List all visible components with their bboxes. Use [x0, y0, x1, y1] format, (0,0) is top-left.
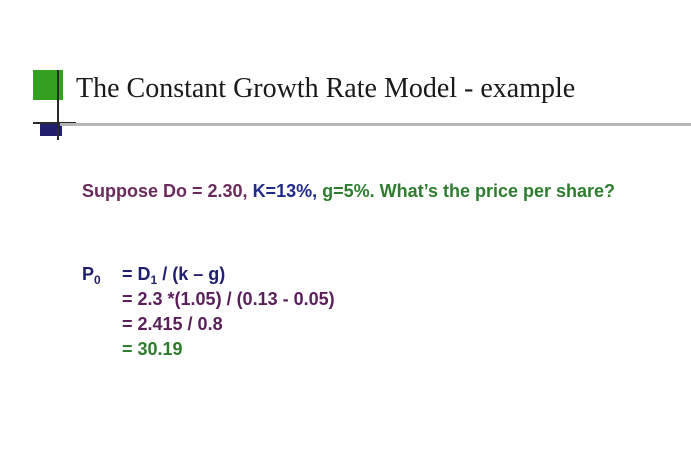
- formula-line: [82, 337, 335, 362]
- formula-line: [82, 262, 335, 287]
- formula-line-2: = 2.3 *(1.05) / (0.13 - 0.05): [122, 289, 335, 309]
- slide-title: The Constant Growth Rate Model - example: [76, 73, 576, 104]
- question-part-1: Suppose Do = 2.30,: [82, 181, 253, 201]
- formula-line-1-post: / (k – g): [157, 264, 226, 284]
- question-part-3: g=5%. What’s the price per share?: [322, 181, 616, 201]
- formula-line: [82, 312, 335, 337]
- question-part-2: K=13%,: [252, 181, 323, 201]
- formula-line-1-pre: = D: [122, 264, 151, 284]
- title-underline-rule: [60, 123, 691, 126]
- vertical-line-decoration: [57, 70, 59, 140]
- formula-label: [82, 262, 122, 287]
- formula-label-letter: P: [82, 264, 95, 284]
- formula-line-4: = 30.19: [122, 339, 183, 359]
- question-text: [82, 178, 642, 205]
- formula-line: [82, 287, 335, 312]
- formula-label-subscript: 0: [94, 273, 101, 287]
- formula-line-1-sub: 1: [150, 273, 158, 287]
- formula-line-1: [122, 262, 225, 287]
- formula-block: [82, 262, 335, 362]
- formula-line-3: = 2.415 / 0.8: [122, 314, 223, 334]
